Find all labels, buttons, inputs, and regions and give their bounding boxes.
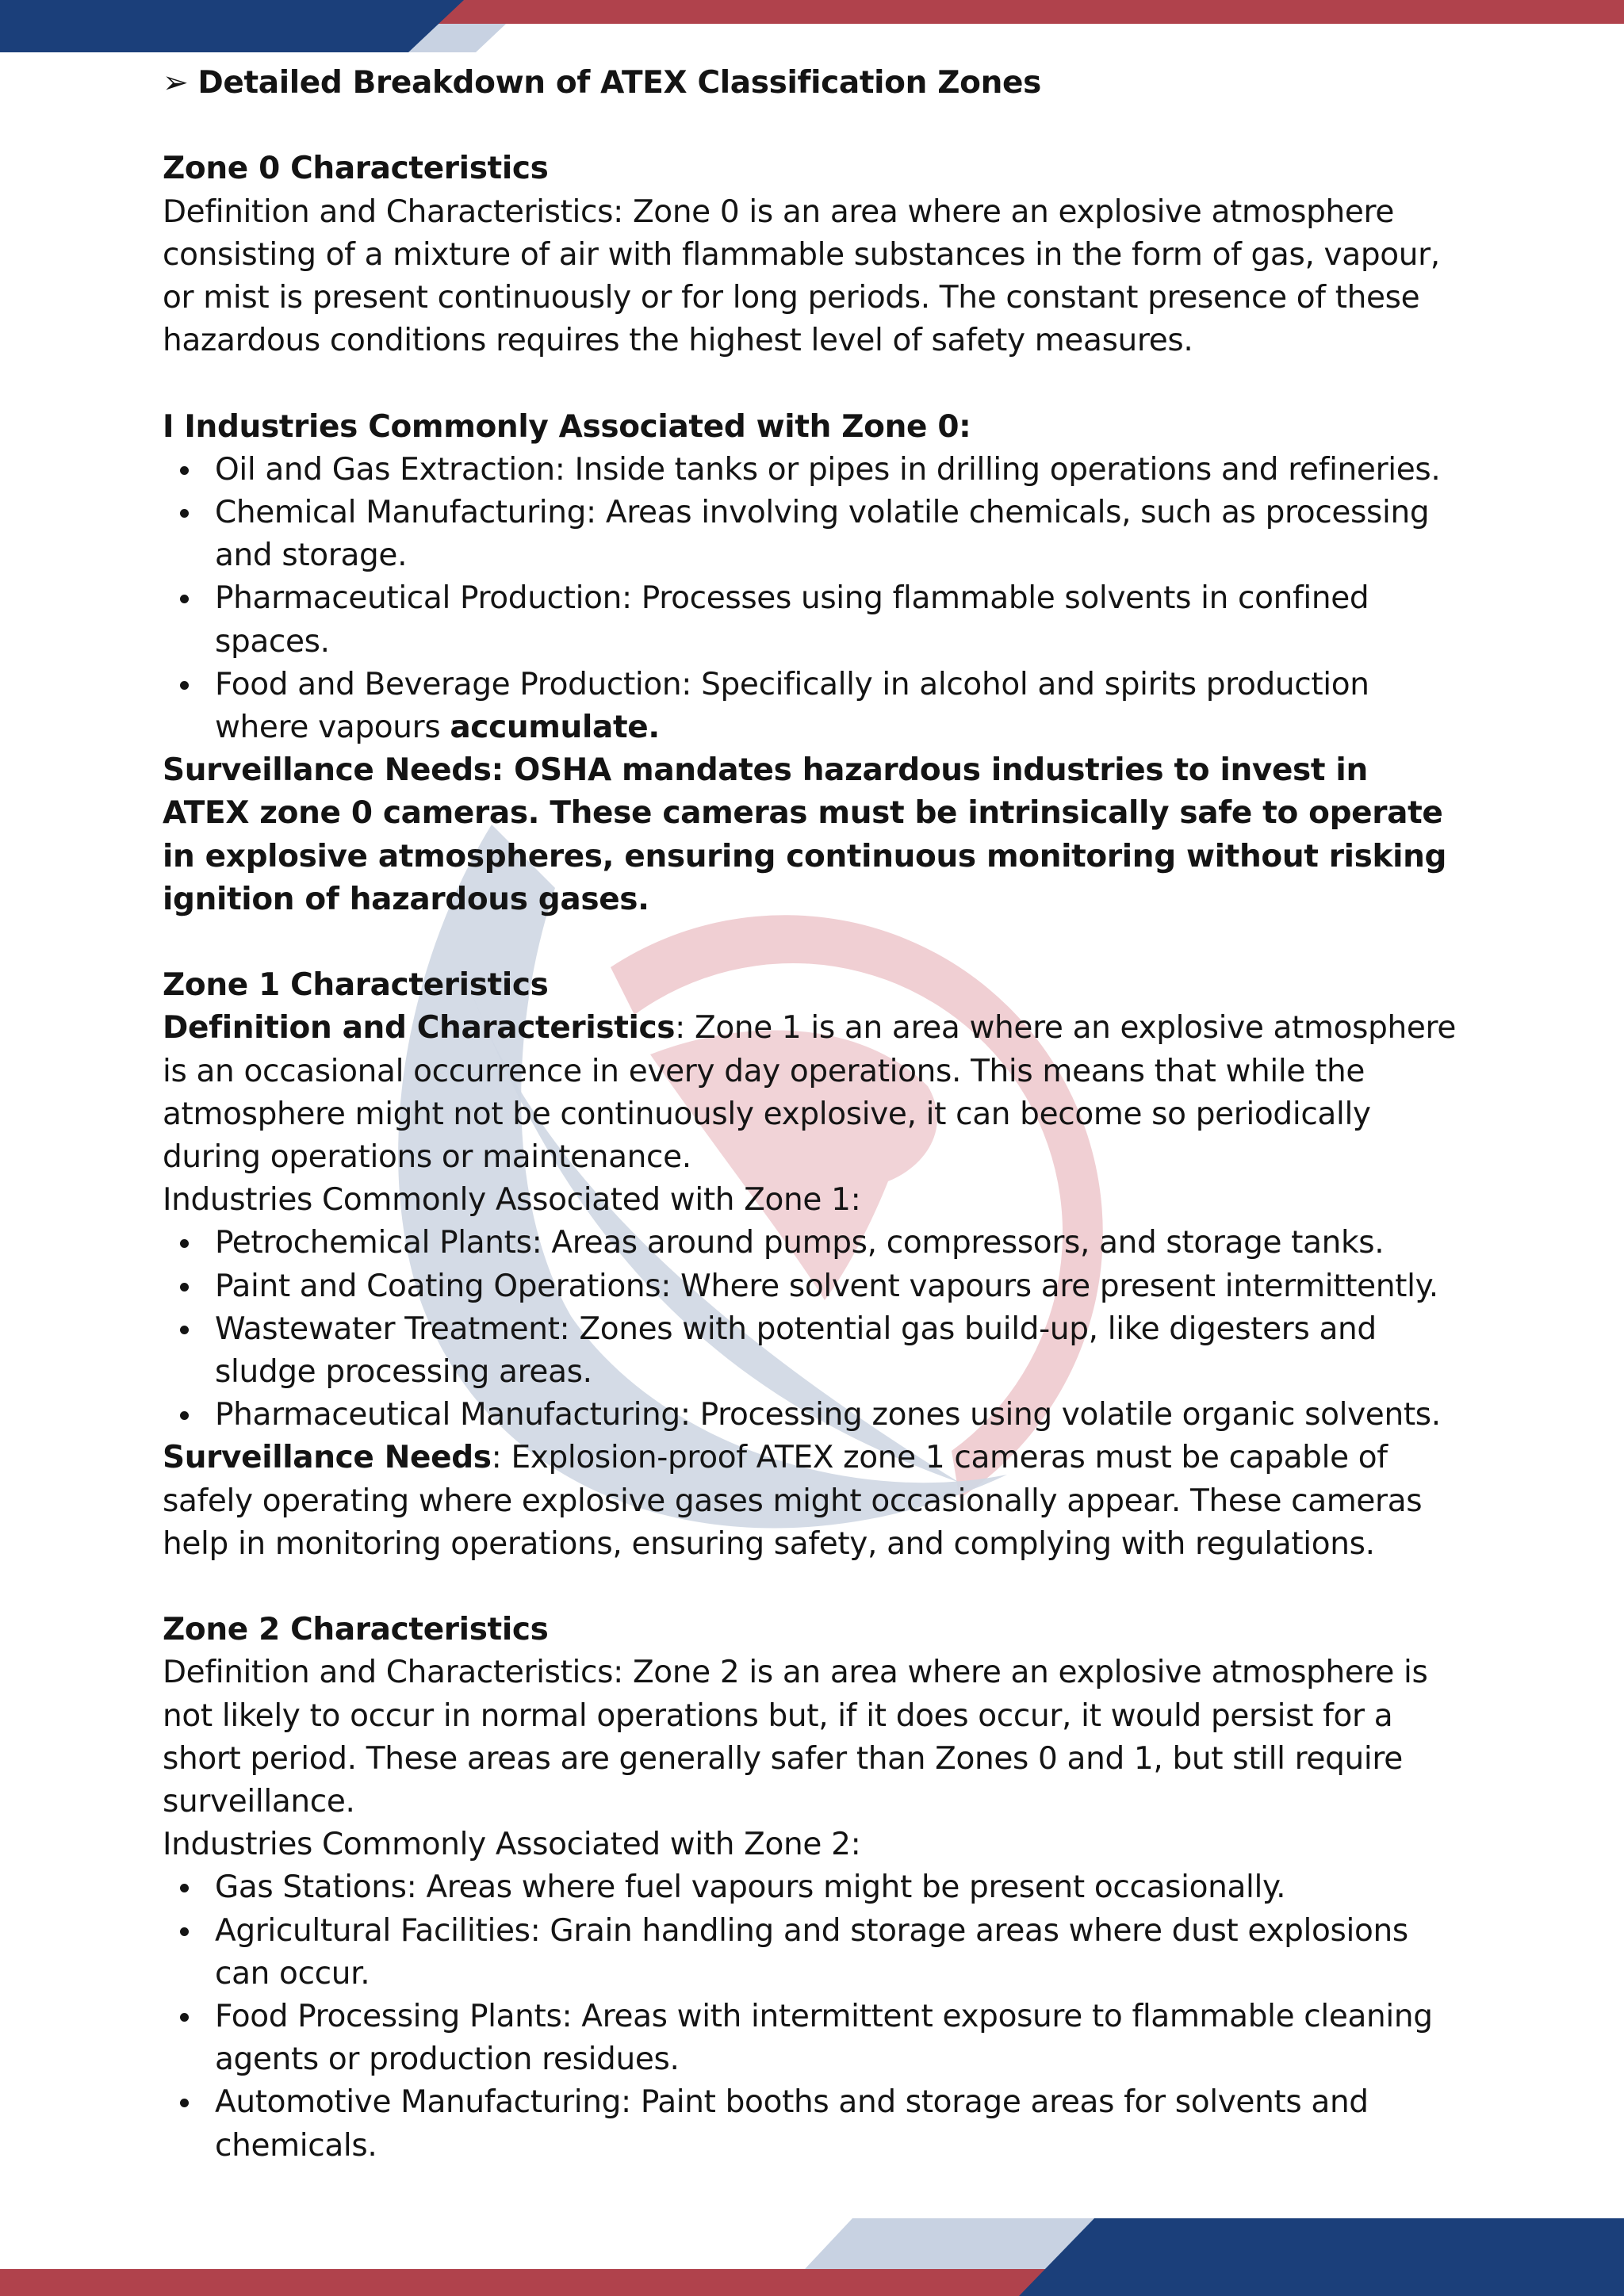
list-item-bold-text: accumulate. xyxy=(450,710,660,746)
zone1-industries-heading: Industries Commonly Associated with Zone 1: xyxy=(163,1182,861,1219)
top-red-stripe xyxy=(416,0,1624,24)
list-item: Chemical Manufacturing: Areas involving volatile chemicals, such as processing and storage. xyxy=(215,492,1463,577)
list-item: Petrochemical Plants: Areas around pumps, compressors, and storage tanks. xyxy=(215,1222,1463,1265)
zone1-surveillance-label: Surveillance Needs xyxy=(163,1440,492,1476)
list-item: Automotive Manufacturing: Paint booths and storage areas for solvents and chemicals. xyxy=(215,2081,1463,2167)
zone1-surveillance-text: : Explosion-proof ATEX zone 1 cameras must be capable of safely operating where explosive gases might occasionally appear. These cameras help in monitoring operations, ensuring safety, and complying with regulations. xyxy=(163,1440,1423,1562)
list-item: Pharmaceutical Production: Processes using flammable solvents in confined spaces. xyxy=(215,577,1463,663)
zone2-industries-heading: Industries Commonly Associated with Zone 2: xyxy=(163,1827,861,1863)
bottom-navy-stripe xyxy=(1019,2218,1624,2296)
zone0-definition: Definition and Characteristics: Zone 0 is an area where an explosive atmosphere consisting of a mixture of air with flammable substances in the form of gas, vapour, or mist is present continuously or for long periods. The constant presence of these hazardous conditions requires the highest level of safety measures. xyxy=(163,193,1440,359)
top-navy-stripe xyxy=(0,0,464,52)
zone1-definition xyxy=(163,1007,1463,1179)
zone1-industries-list xyxy=(163,1222,1463,1437)
list-item: Agricultural Facilities: Grain handling and storage areas where dust explosions can occur. xyxy=(215,1910,1463,1996)
list-item: Food Processing Plants: Areas with intermittent exposure to flammable cleaning agents or production residues. xyxy=(215,1996,1463,2081)
top-decorative-band xyxy=(0,0,1624,55)
arrow-bullet-icon: ➢ xyxy=(163,65,189,101)
zone1-definition-text: : Zone 1 is an area where an explosive atmosphere is an occasional occurrence in every day operations. This means that while the atmosphere might not be continuously explosive, it can become so periodically during operations or maintenance. xyxy=(163,1010,1457,1176)
document-body xyxy=(163,62,1463,2168)
zone0-title: Zone 0 Characteristics xyxy=(163,151,549,187)
list-item: Oil and Gas Extraction: Inside tanks or pipes in drilling operations and refineries. xyxy=(215,449,1463,492)
list-item: Paint and Coating Operations: Where solvent vapours are present intermittently. xyxy=(215,1265,1463,1308)
list-item: Pharmaceutical Manufacturing: Processing zones using volatile organic solvents. xyxy=(215,1394,1463,1437)
list-item-text: Food and Beverage Production: Specifically in alcohol and spirits production where vapours xyxy=(215,666,1369,746)
heading-text: Detailed Breakdown of ATEX Classification Zones xyxy=(197,65,1041,101)
zone0-industries-heading: I Industries Commonly Associated with Zone 0: xyxy=(163,408,971,445)
list-item: Gas Stations: Areas where fuel vapours might be present occasionally. xyxy=(215,1866,1463,1909)
bottom-red-stripe xyxy=(0,2269,1078,2296)
list-item: Wastewater Treatment: Zones with potential gas build-up, like digesters and sludge processing areas. xyxy=(215,1308,1463,1394)
zone2-definition: Definition and Characteristics: Zone 2 is an area where an explosive atmosphere is not likely to occur in normal operations but, if it does occur, it would persist for a short period. These areas are generally safer than Zones 0 and 1, but still require surveillance. xyxy=(163,1655,1428,1820)
list-item xyxy=(215,664,1463,749)
zone0-industries-list xyxy=(163,449,1463,749)
zone0-surveillance: Surveillance Needs: OSHA mandates hazardous industries to invest in ATEX zone 0 cameras. These cameras must be intrinsically safe to operate in explosive atmospheres, ensuring continuous monitoring without risking ignition of hazardous gases. xyxy=(163,752,1447,917)
bottom-decorative-band xyxy=(0,2217,1624,2296)
section-heading xyxy=(163,62,1463,105)
zone1-definition-label: Definition and Characteristics xyxy=(163,1010,676,1047)
zone2-industries-list xyxy=(163,1866,1463,2167)
bottom-light-stripe xyxy=(805,2218,1094,2269)
zone1-surveillance xyxy=(163,1437,1463,1566)
zone1-title: Zone 1 Characteristics xyxy=(163,967,549,1004)
zone2-title: Zone 2 Characteristics xyxy=(163,1612,549,1648)
